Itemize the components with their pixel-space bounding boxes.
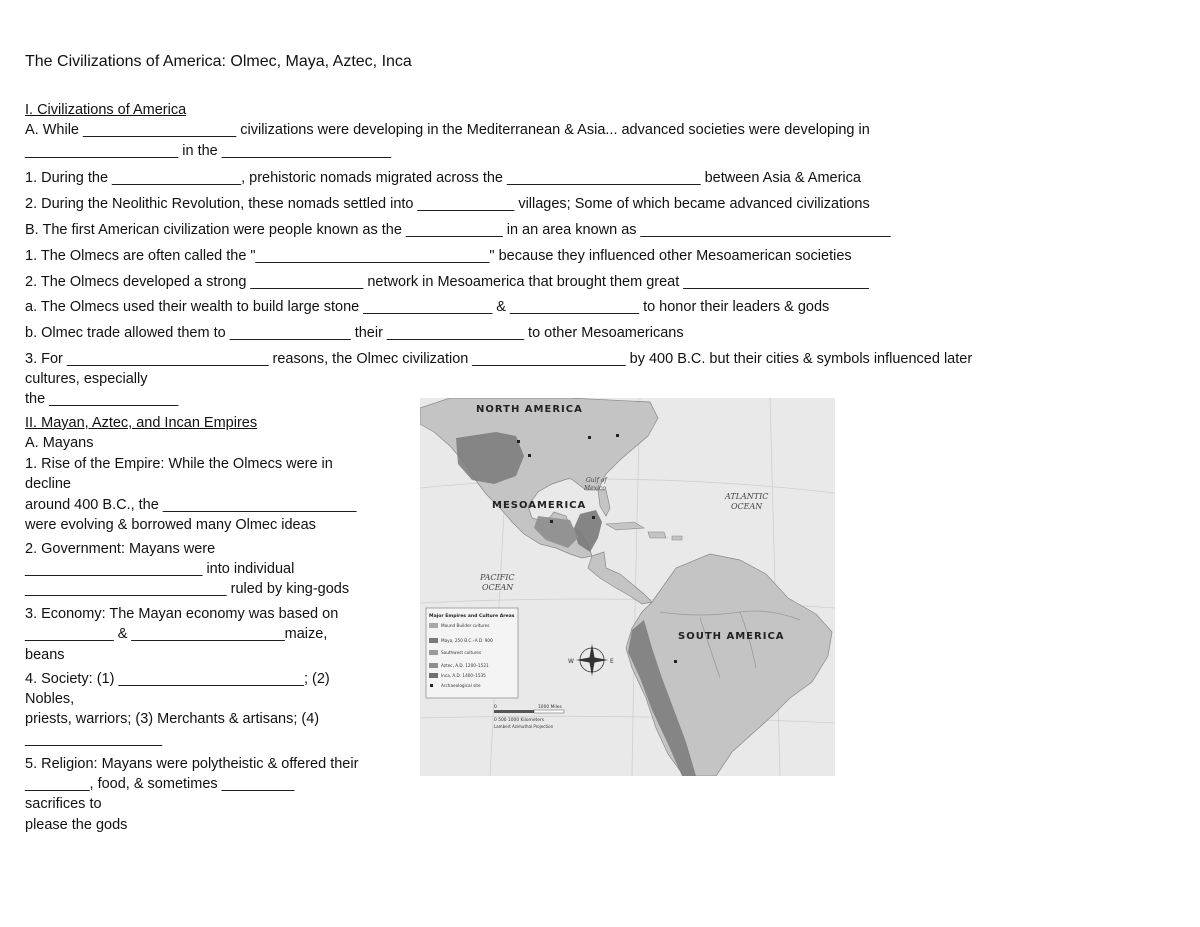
- pacific-label-1: PACIFIC: [480, 573, 515, 582]
- atlantic-label-2: OCEAN: [731, 502, 763, 511]
- section-2-line: 5. Religion: Mayans were polytheistic & offered their: [25, 756, 359, 772]
- section-2-line: 2. Government: Mayans were: [25, 541, 216, 557]
- south-america-label: SOUTH AMERICA: [678, 631, 785, 642]
- section-2-line: ______________________ into individual: [25, 561, 295, 577]
- scale-label: 0: [494, 705, 497, 710]
- section-1-line: cultures, especially: [25, 371, 148, 387]
- atlantic-label-1: ATLANTIC: [725, 492, 769, 501]
- americas-map: [420, 398, 835, 776]
- legend-title: Major Empires and Culture Areas: [429, 614, 515, 619]
- legend-item: Inca, A.D. 1400–1535: [441, 673, 486, 678]
- section-1-line: 1. During the ________________, prehistoric nomads migrated across the ________________________ between Asia & America: [25, 170, 861, 186]
- page-title: The Civilizations of America: Olmec, Maya, Aztec, Inca: [25, 53, 412, 70]
- section-1-line: 2. The Olmecs developed a strong ______________ network in Mesoamerica that brought them great _______________________: [25, 274, 869, 290]
- section-2-line: please the gods: [25, 817, 128, 833]
- section-2-heading: II. Mayan, Aztec, and Incan Empires: [25, 415, 258, 431]
- section-1-line: 3. For _________________________ reasons, the Olmec civilization ___________________ by 400 B.C. but their cities & symbols influenced later: [25, 351, 973, 367]
- map-legend: [426, 608, 518, 698]
- section-1-line: 1. The Olmecs are often called the "_____________________________" because they influenced other Mesoamerican societies: [25, 248, 852, 264]
- pacific-label-2: OCEAN: [482, 583, 514, 592]
- section-2-line: 3. Economy: The Mayan economy was based on: [25, 606, 339, 622]
- section-1-line: A. While ___________________ civilizations were developing in the Mediterranean & Asia... advanced societies were developing in: [25, 122, 870, 138]
- scale-label: 0 500 1000 Kilometers: [494, 718, 545, 723]
- section-1-line: ___________________ in the _____________________: [25, 143, 392, 159]
- section-2-line: 1. Rise of the Empire: While the Olmecs were in: [25, 456, 333, 472]
- section-1-line: B. The first American civilization were people known as the ____________ in an area known as _______________________________: [25, 222, 891, 238]
- section-2-line: 4. Society: (1) _______________________; (2): [25, 671, 330, 687]
- north-america-label: NORTH AMERICA: [476, 404, 583, 415]
- section-2-line: _________________________ ruled by king-gods: [25, 581, 350, 597]
- projection-label: Lambert Azimuthal Projection: [494, 724, 554, 729]
- legend-item: Southwest cultures: [441, 650, 482, 655]
- section-2-line: A. Mayans: [25, 435, 94, 451]
- section-2-line: ___________ & ___________________maize,: [25, 626, 328, 642]
- section-2-line: _________________: [25, 731, 163, 747]
- section-2-line: were evolving & borrowed many Olmec ideas: [25, 517, 316, 533]
- section-1-line: a. The Olmecs used their wealth to build large stone ________________ & ________________ to honor their leaders & gods: [25, 299, 830, 315]
- legend-item: Maya, 250 B.C.–A.D. 900: [441, 638, 493, 643]
- section-2-line: decline: [25, 476, 71, 492]
- gulf-label-1: Gulf of: [586, 477, 607, 484]
- section-2-line: beans: [25, 647, 65, 663]
- svg-text:W: W: [568, 658, 574, 665]
- section-2-line: sacrifices to: [25, 796, 102, 812]
- legend-item: Aztec, A.D. 1200–1521: [441, 663, 489, 668]
- scale-label: 1000 Miles: [538, 705, 562, 710]
- section-1-heading: I. Civilizations of America: [25, 102, 187, 118]
- section-1-line: 2. During the Neolithic Revolution, these nomads settled into ____________ villages; Some of which became advanced civilizations: [25, 196, 870, 212]
- svg-text:E: E: [610, 658, 614, 665]
- legend-item: Mound Builder cultures: [441, 623, 490, 628]
- mesoamerica-label: MESOAMERICA: [492, 500, 587, 511]
- legend-item: Archaeological site: [441, 683, 481, 688]
- section-1-line: b. Olmec trade allowed them to _______________ their _________________ to other Mesoamericans: [25, 325, 684, 341]
- gulf-label-2: Mexico: [584, 485, 606, 492]
- section-2-line: priests, warriors; (3) Merchants & artisans; (4): [25, 711, 320, 727]
- section-2-line: ________, food, & sometimes _________: [25, 776, 295, 792]
- section-2-line: Nobles,: [25, 691, 75, 707]
- section-1-line: the ________________: [25, 391, 179, 407]
- section-2-line: around 400 B.C., the ________________________: [25, 497, 357, 513]
